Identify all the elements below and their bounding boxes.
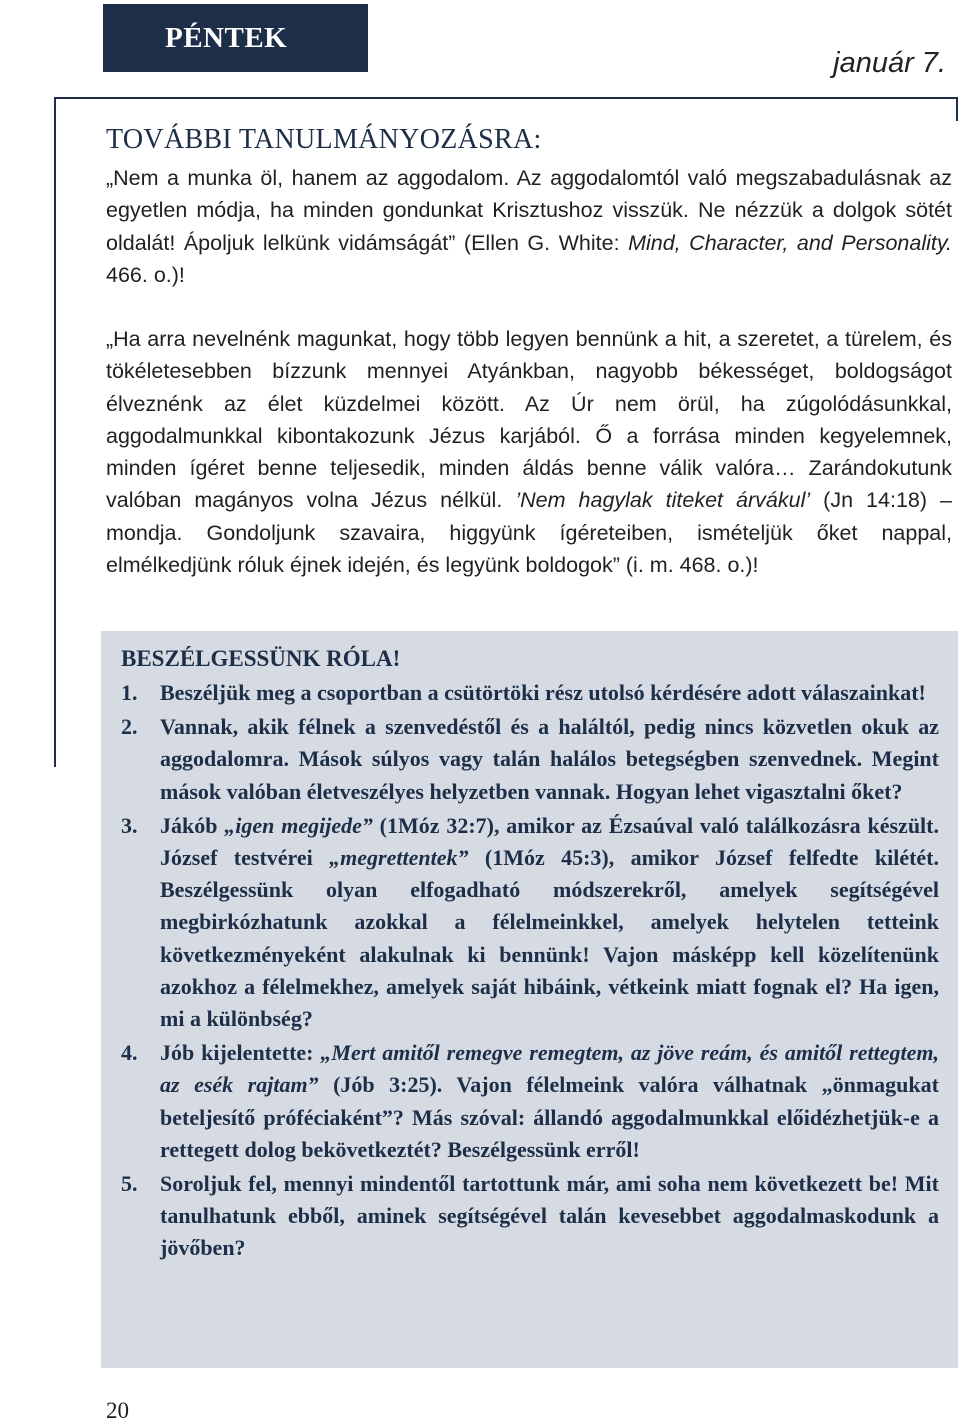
right-rule <box>956 97 958 121</box>
question-text: Vannak, akik félnek a szenvedéstől és a haláltól, pedig nincs közvetlen okuk az aggodalomra. Mások súlyos vagy talán halálos betegségben szenvednek. Megint mások valóban életveszélyes helyzetben vannak. Hogyan lehet vigasztalni őket? <box>160 714 939 804</box>
study-paragraph-1 <box>106 162 952 291</box>
q4-part-c: (Jób 3:25). Vajon félelmeink valóra válhatnak „önmagukat beteljesítő próféciaként”? Más szóval: állandó aggodalmunkkal előidézhetjük-e a rettegett dolog bekövetkeztét? Beszélgessünk erről! <box>160 1072 939 1162</box>
question-number: 1. <box>121 680 138 705</box>
q4-quote: „Mert amitől remegve remegtem, az jöve reám, és amitől rettegtem, az esék rajtam” <box>160 1040 939 1098</box>
date-label: január 7. <box>833 47 946 79</box>
p1-text: „Nem a munka öl, hanem az aggodalom. Az aggodalomtól való megszabadulásnak az egyetlen módja, ha minden gondunkat Krisztushoz visszük. Ne nézzük a dolgok sötét oldalát! Ápoljuk lelkünk vidámságát” (Ellen G. White: <box>106 166 952 255</box>
question-1 <box>121 677 939 709</box>
question-number: 4. <box>121 1040 138 1066</box>
question-2 <box>121 711 939 808</box>
q3-part-e: (1Móz 45:3), amikor József felfedte kilétét. Beszélgessünk olyan elfogadható módszerekről, amelyek segítségével megbirkózhatunk azokkal a félelmeinkkel, amelyek helytelen tetteink következményeként alakulnak ki bennünk! Vajon másképp kell közelítenünk azokhoz a félelmekhez, amelyek saját hibáink, vétkeink miatt fognak el? Ha igen, mi a különbség? <box>160 845 939 1032</box>
p2-text-b: (Jn 14:18) – mondja. Gondoljunk szavaira, higgyünk ígéreteiben, ismételjük őket nappal, elmélkedjünk róluk éjnek idején, és legyünk boldogok” (i. m. 468. o.)! <box>106 488 952 578</box>
question-text: Soroljuk fel, mennyi mindentől tartottunk már, ami soha nem következett be! Mit tanulhatunk ebből, aminek segítségével talán kevesebbet aggodalmaskodunk a jövőben? <box>160 1171 939 1261</box>
question-5 <box>121 1168 939 1265</box>
page-number: 20 <box>106 1398 129 1423</box>
question-text <box>160 1037 939 1166</box>
question-4 <box>121 1037 939 1166</box>
p1-source: Mind, Character, and Personality. <box>628 230 952 255</box>
question-number: 5. <box>121 1171 138 1197</box>
discussion-title: BESZÉLGESSÜNK RÓLA! <box>121 646 401 671</box>
question-list <box>121 677 939 1267</box>
q3-quote-2: „megrettentek” <box>329 845 469 871</box>
question-number: 2. <box>121 714 138 740</box>
q4-part-a: Jób kijelentette: <box>160 1040 321 1066</box>
q3-quote-1: „igen megijede” <box>224 812 373 838</box>
q3-part-a: Jákób <box>160 812 225 838</box>
question-3 <box>121 810 939 1035</box>
study-heading: TOVÁBBI TANULMÁNYOZÁSRA: <box>106 124 542 155</box>
day-title: PÉNTEK <box>103 4 368 72</box>
question-text <box>160 810 939 1035</box>
study-paragraph-2 <box>106 323 952 581</box>
q3-part-c: (1Móz 32:7), amikor az Ézsaúval való találkozásra készült. József testvérei <box>160 812 939 871</box>
p1-end: 466. o.)! <box>106 262 185 287</box>
header-rule <box>54 97 958 99</box>
p2-quote: ’Nem hagylak titeket árvákul’ <box>515 488 811 513</box>
margin-rule <box>54 97 56 767</box>
question-text: Beszéljük meg a csoportban a csütörtöki rész utolsó kérdésére adott válaszainkat! <box>160 680 926 705</box>
p2-text-a: „Ha arra nevelnénk magunkat, hogy több legyen bennünk a hit, a szeretet, a türelem, és tökéletesebben bízzunk mennyei Atyánkban, nagyobb békességet, boldogságot élveznénk az élet küzdelmei között. Az Úr nem örül, ha zúgolódásunkkal, aggodalmunkkal kibontakozunk Jézus karjából. Ő a forrása minden kegyelemnek, minden ígéret benne teljesedik, minden áldás benne válik valóra… Zarándokutunk valóban magányos volna Jézus nélkül. <box>106 327 952 513</box>
question-number: 3. <box>121 812 138 838</box>
